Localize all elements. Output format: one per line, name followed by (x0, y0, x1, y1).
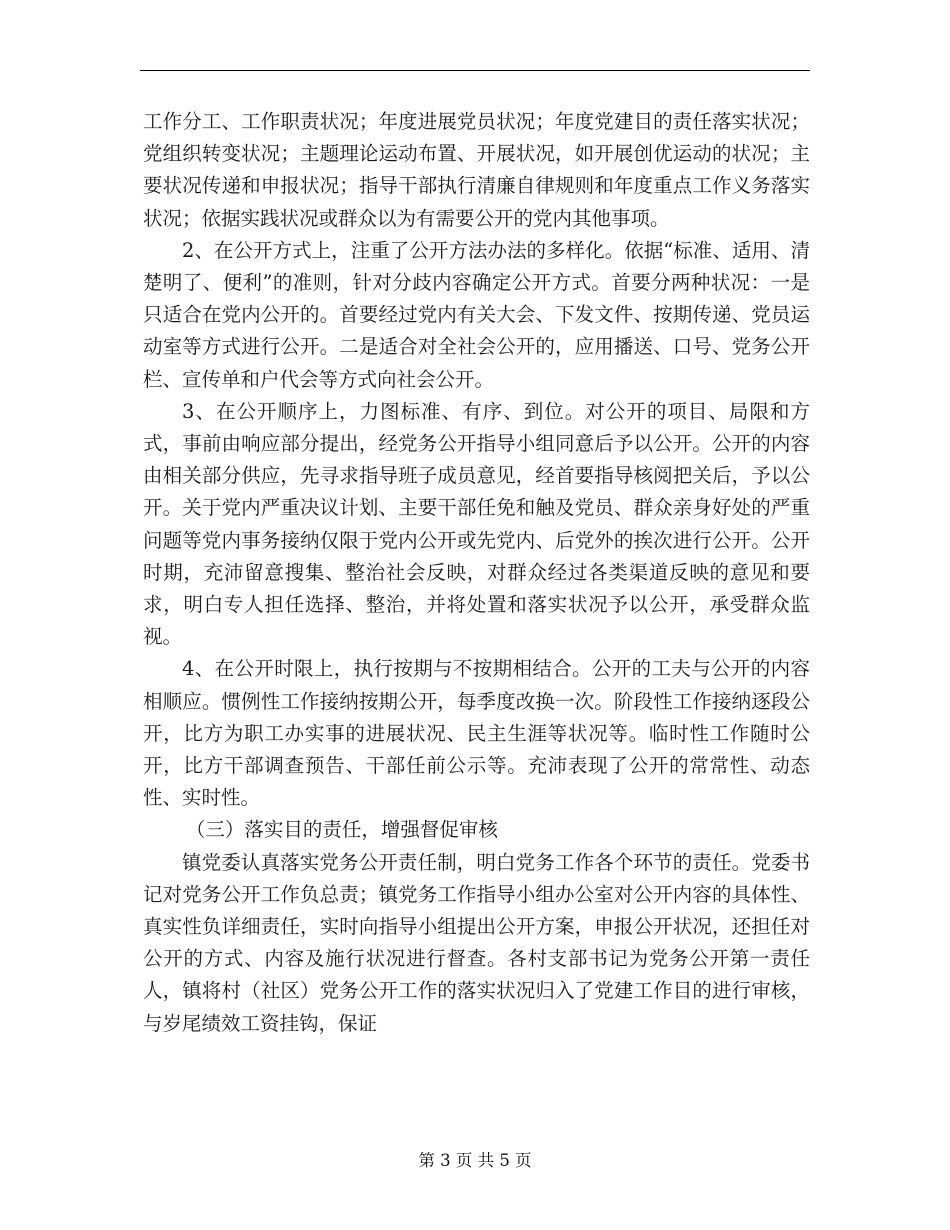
paragraph-item-3: 3、在公开顺序上，力图标准、有序、到位。对公开的项目、局限和方式，事前由响应部分提出，经党务公开指导小组同意后予以公开。公开的内容由相关部分供应，先寻求指导班子成员意见，经首要指导核阅把关后，予以公开。关于党内严重决议计划、主要干部任免和触及党员、群众亲身好处的严重问题等党内事务接纳仅限于党内公开或先党内、后党外的挨次进行公开。公开时期，充沛留意搜集、整治社会反映，对群众经过各类渠道反映的意见和要求，明白专人担任选择、整治，并将处置和落实状况予以公开，承受群众监视。 (143, 399, 810, 649)
paragraph-item-4: 4、在公开时限上，执行按期与不按期相结合。公开的工夫与公开的内容相顺应。惯例性工作接纳按期公开，每季度改换一次。阶段性工作接纳逐段公开，比方为职工办实事的进展状况、民主生涯等状况等。临时性工作随时公开，比方干部调查预告、干部任前公示等。充沛表现了公开的常常性、动态性、实时性。 (143, 657, 810, 810)
paragraph-continuation: 工作分工、工作职责状况；年度进展党员状况；年度党建目的责任落实状况；党组织转变状况；主题理论运动布置、开展状况，如开展创优运动的状况；主要状况传递和申报状况；指导干部执行清廉自律规则和年度重点工作义务落实状况；依据实践状况或群众以为有需要公开的党内其他事项。 (143, 110, 810, 230)
header-rule (140, 70, 810, 71)
paragraph-item-2: 2、在公开方式上，注重了公开方法办法的多样化。依据“标准、适用、清楚明了、便利”的准则，针对分歧内容确定公开方式。首要分两种状况：一是只适合在党内公开的。首要经过党内有关大会、下发文件、按期传递、党员运动室等方式进行公开。二是适合对全社会公开的，应用播送、口号、党务公开栏、宣传单和户代会等方式向社会公开。 (143, 238, 810, 391)
document-body (143, 106, 810, 1040)
paragraph-responsibility: 镇党委认真落实党务公开责任制，明白党务工作各个环节的责任。党委书记对党务公开工作负总责；镇党务工作指导小组办公室对公开内容的具体性、真实性负详细责任，实时向指导小组提出公开方案，申报公开状况，还担任对公开的方式、内容及施行状况进行督查。各村支部书记为党务公开第一责任人，镇将村（社区）党务公开工作的落实状况归入了党建工作目的进行审核，与岁尾绩效工资挂钩，保证 (143, 850, 810, 1035)
section-heading: （三）落实目的责任，增强督促审核 (185, 818, 498, 842)
page-number-footer: 第 3 页 共 5 页 (418, 1151, 532, 1170)
